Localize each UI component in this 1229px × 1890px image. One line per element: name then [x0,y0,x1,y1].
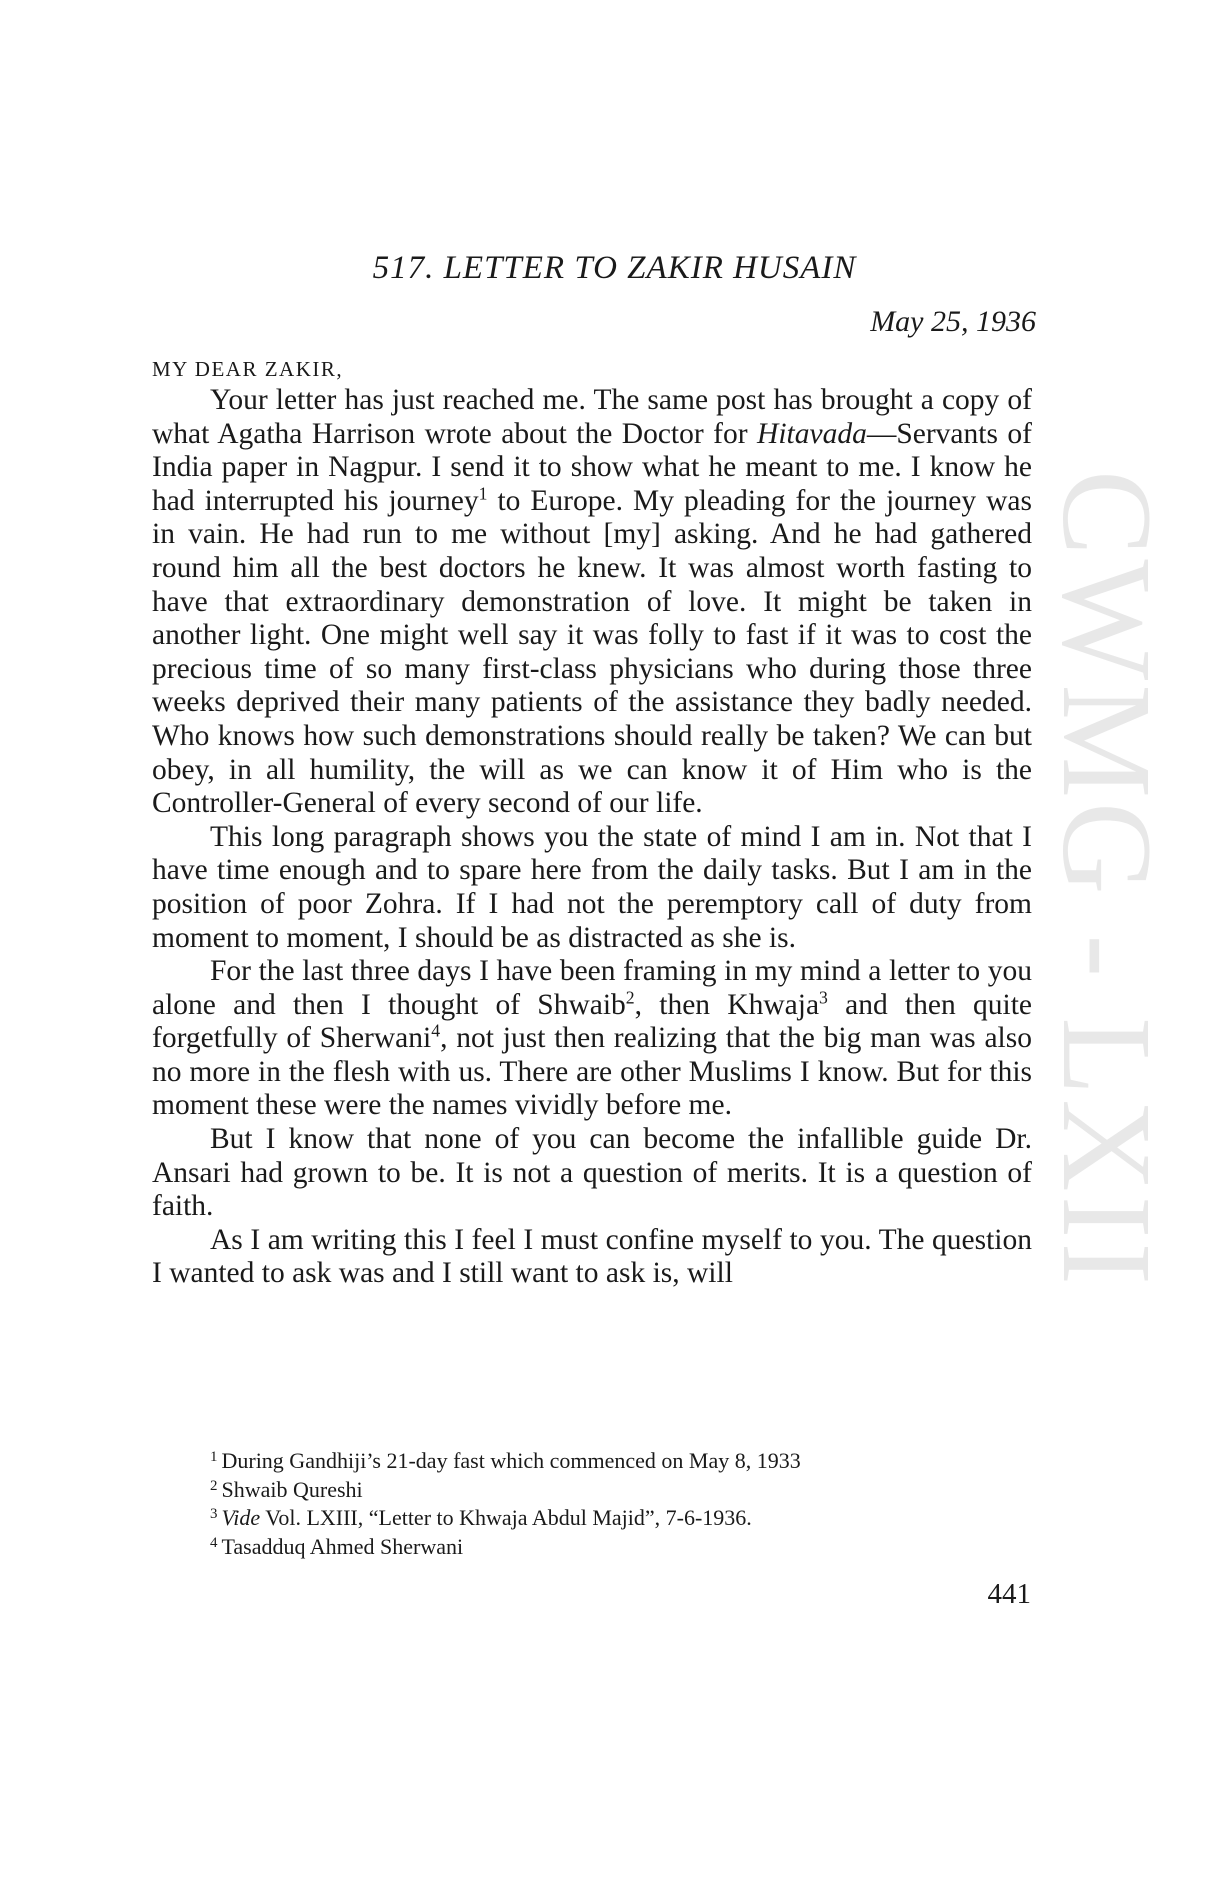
letter-body [152,384,1032,1291]
footnote-1 [210,1447,801,1476]
footnote-3 [210,1504,801,1533]
footnote-text: During Gandhiji’s 21-day fast which commenced on May 8, 1933 [221,1448,801,1473]
footnote-text: Shwaib Qureshi [221,1476,363,1502]
paragraph-text: and then quite forgetfully of Sherwani [152,988,1033,1055]
paragraph-text: —Servants of India paper in Nagpur. I send it to show what he meant to me. I know he had interrupted his journey [152,417,1032,517]
paragraph-2: This long paragraph shows you the state of mind I am in. Not that I have time enough and to spare here from the daily tasks. But I am in the position of poor Zohra. If I had not the peremptory call of duty from moment to moment, I should be as distracted as she is. [152,820,1032,954]
footnote-number: 1 [210,1449,218,1466]
paragraph-1 [152,384,1032,821]
paragraph-3 [152,955,1032,1123]
footnote-ref-1: 1 [478,483,488,504]
letter-title: 517. LETTER TO ZAKIR HUSAIN [372,250,857,286]
paragraph-text: , then Khwaja [634,988,820,1021]
page-number: 441 [987,1578,1031,1610]
footnote-text: Tasadduq Ahmed Sherwani [221,1533,464,1559]
paragraph-text: Your letter has just reached me. The same post has brought a copy of what Agatha Harrison wrote about the Doctor for [152,384,1032,450]
watermark [1020,470,1180,1430]
footnote-ref-4: 4 [431,1020,441,1041]
watermark-text: CWMG - LXII [1036,470,1178,1289]
paragraph-5: As I am writing this I feel I must confine myself to you. The question I wanted to ask was and I still want to ask is, will [152,1223,1032,1290]
salutation: MY DEAR ZAKIR, [152,357,344,381]
footnote-italic: Vide [221,1505,261,1530]
footnote-4 [210,1533,801,1562]
newspaper-name: Hitavada [757,417,867,450]
footnote-number: 3 [210,1506,218,1523]
paragraph-text: to Europe. My pleading for the journey was in vain. He had run to me without [my] asking. And he had gathered round him all the best doctors he knew. It was almost worth fasting to have that extraordinary demonstration of love. It might be taken in another light. One might well say it was folly to fast if it was to cost the precious time of so many first-class physicians who during those three weeks deprived their many patients of the assistance they badly needed. Who knows how such demonstrations should really be taken? We can but obey, in all humility, the will as we can know it of Him who is the Controller-General of every second of our life. [152,484,1033,820]
footnote-number: 2 [210,1477,218,1494]
footnotes [210,1447,801,1561]
footnote-2 [210,1476,801,1505]
footnote-ref-3: 3 [819,987,828,1008]
footnote-text: Vol. LXIII, “Letter to Khwaja Abdul Majid”, 7-6-1936. [260,1505,752,1530]
paragraph-4: But I know that none of you can become the infallible guide Dr. Ansari had grown to be. It is not a question of merits. It is a question of faith. [152,1123,1032,1223]
footnote-number: 4 [210,1534,218,1551]
paragraph-text: , not just then realizing that the big man was also no more in the flesh with us. There are other Muslims I know. But for this moment these were the names vividly before me. [152,1022,1032,1122]
paragraph-text: For the last three days I have been framing in my mind a letter to you alone and then I thought of Shwaib [152,955,1032,1021]
footnote-ref-2: 2 [625,987,635,1008]
letter-date: May 25, 1936 [870,305,1036,338]
